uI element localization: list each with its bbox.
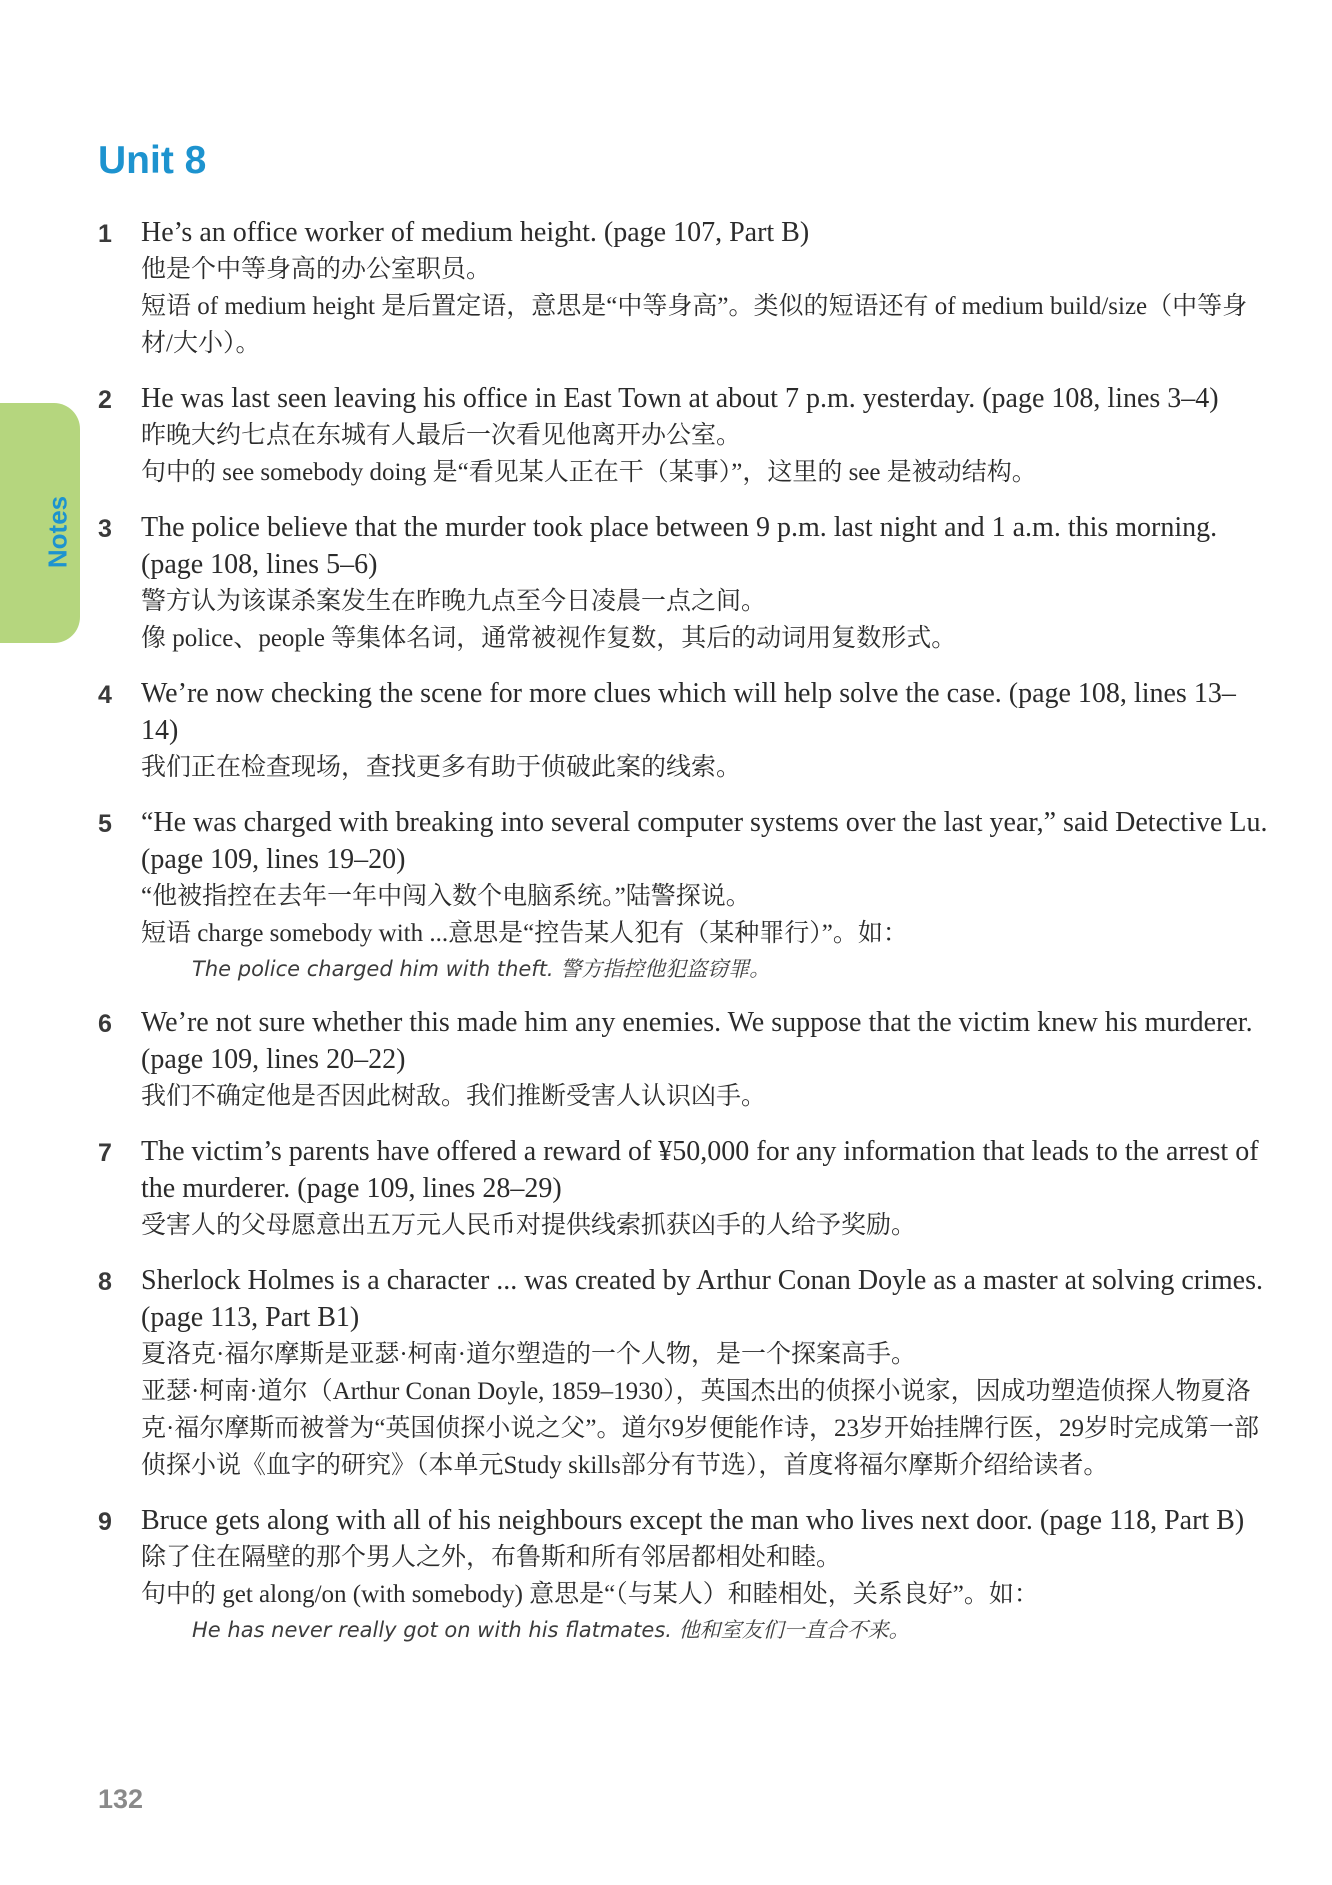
note-english-sentence: The police believe that the murder took place between 9 p.m. last night and 1 a.m. this morning. (page 108, lines 5–6) (141, 512, 1218, 580)
note-number: 1 (98, 220, 112, 248)
note-explanation: 句中的 get along/on (with somebody) 意思是“（与某人）和睦相处，关系良好”。如： (141, 1581, 1039, 1608)
note-chinese-translation: 我们不确定他是否因此树敌。我们推断受害人认识凶手。 (141, 1083, 767, 1110)
note-item-2 (98, 380, 1268, 491)
note-english-sentence: Sherlock Holmes is a character ... was created by Arthur Conan Doyle as a master at solving crimes. (page 113, Part B1) (141, 1265, 1263, 1333)
note-english-sentence: He was last seen leaving his office in East Town at about 7 p.m. yesterday. (page 108, lines 3–4) (141, 383, 1219, 414)
note-item-6 (98, 1004, 1268, 1115)
note-explanation: 短语 of medium height 是后置定语，意思是“中等身高”。类似的短语还有 of medium build/size（中等身材/大小）。 (141, 293, 1248, 357)
note-english-sentence: He’s an office worker of medium height. (page 107, Part B) (141, 217, 810, 248)
notes-side-tab-label: Notes (42, 495, 73, 569)
note-explanation: 亚瑟·柯南·道尔（Arthur Conan Doyle, 1859–1930），英国杰出的侦探小说家，因成功塑造侦探人物夏洛克·福尔摩斯而被誉为“英国侦探小说之父”。道尔9岁便能作诗，23岁开始挂牌行医，29岁时完成第一部侦探小说《血字的研究》（本单元Study skills部分有节选），首度将福尔摩斯介绍给读者。 (141, 1378, 1260, 1479)
note-number: 2 (98, 386, 112, 414)
note-item-4 (98, 675, 1268, 786)
note-number: 4 (98, 681, 112, 709)
note-number: 3 (98, 515, 112, 543)
note-chinese-translation: 我们正在检查现场，查找更多有助于侦破此案的线索。 (141, 754, 742, 781)
note-item-3 (98, 509, 1268, 657)
note-item-8 (98, 1262, 1268, 1484)
note-number: 6 (98, 1010, 112, 1038)
note-english-sentence: Bruce gets along with all of his neighbours except the man who lives next door. (page 118, Part B) (141, 1505, 1245, 1536)
note-explanation: 句中的 see somebody doing 是“看见某人正在干（某事）”，这里的 see 是被动结构。 (141, 459, 1037, 486)
note-number: 9 (98, 1508, 112, 1536)
note-chinese-translation: 昨晚大约七点在东城有人最后一次看见他离开办公室。 (141, 422, 742, 449)
note-chinese-translation: “他被指控在去年一年中闯入数个电脑系统。”陆警探说。 (141, 883, 751, 910)
note-english-sentence: The victim’s parents have offered a reward of ¥50,000 for any information that leads to the arrest of the murderer. (page 109, lines 28–29) (141, 1136, 1259, 1204)
note-item-5 (98, 804, 1268, 986)
note-explanation: 像 police、people 等集体名词，通常被视作复数，其后的动词用复数形式。 (141, 625, 957, 652)
note-chinese-translation: 他是个中等身高的办公室职员。 (141, 256, 492, 283)
note-english-sentence: We’re now checking the scene for more clues which will help solve the case. (page 108, lines 13–14) (141, 678, 1236, 746)
note-number: 5 (98, 810, 112, 838)
note-english-sentence: We’re not sure whether this made him any enemies. We suppose that the victim knew his murderer. (page 109, lines 20–22) (141, 1007, 1253, 1075)
note-item-1 (98, 214, 1268, 362)
note-item-7 (98, 1133, 1268, 1244)
note-chinese-translation: 受害人的父母愿意出五万元人民币对提供线索抓获凶手的人给予奖励。 (141, 1212, 917, 1239)
page-number: 132 (98, 1784, 144, 1814)
note-chinese-translation: 夏洛克·福尔摩斯是亚瑟·柯南·道尔塑造的一个人物，是一个探案高手。 (141, 1341, 916, 1368)
note-number: 8 (98, 1268, 112, 1296)
note-example-sentence: The police charged him with theft. 警方指控他犯盗窃罪。 (192, 957, 771, 981)
note-chinese-translation: 除了住在隔壁的那个男人之外，布鲁斯和所有邻居都相处和睦。 (141, 1544, 842, 1571)
note-english-sentence: “He was charged with breaking into several computer systems over the last year,” said Detective Lu. (page 109, lines 19–20) (141, 807, 1268, 875)
note-chinese-translation: 警方认为该谋杀案发生在昨晚九点至今日凌晨一点之间。 (141, 588, 767, 615)
notes-list (98, 214, 1268, 1665)
note-example-sentence: He has never really got on with his flatmates. 他和室友们一直合不来。 (192, 1618, 910, 1642)
note-explanation: 短语 charge somebody with ...意思是“控告某人犯有（某种罪行）”。如： (141, 920, 908, 947)
note-number: 7 (98, 1139, 112, 1167)
unit-title: Unit 8 (98, 139, 207, 182)
note-item-9 (98, 1502, 1268, 1647)
